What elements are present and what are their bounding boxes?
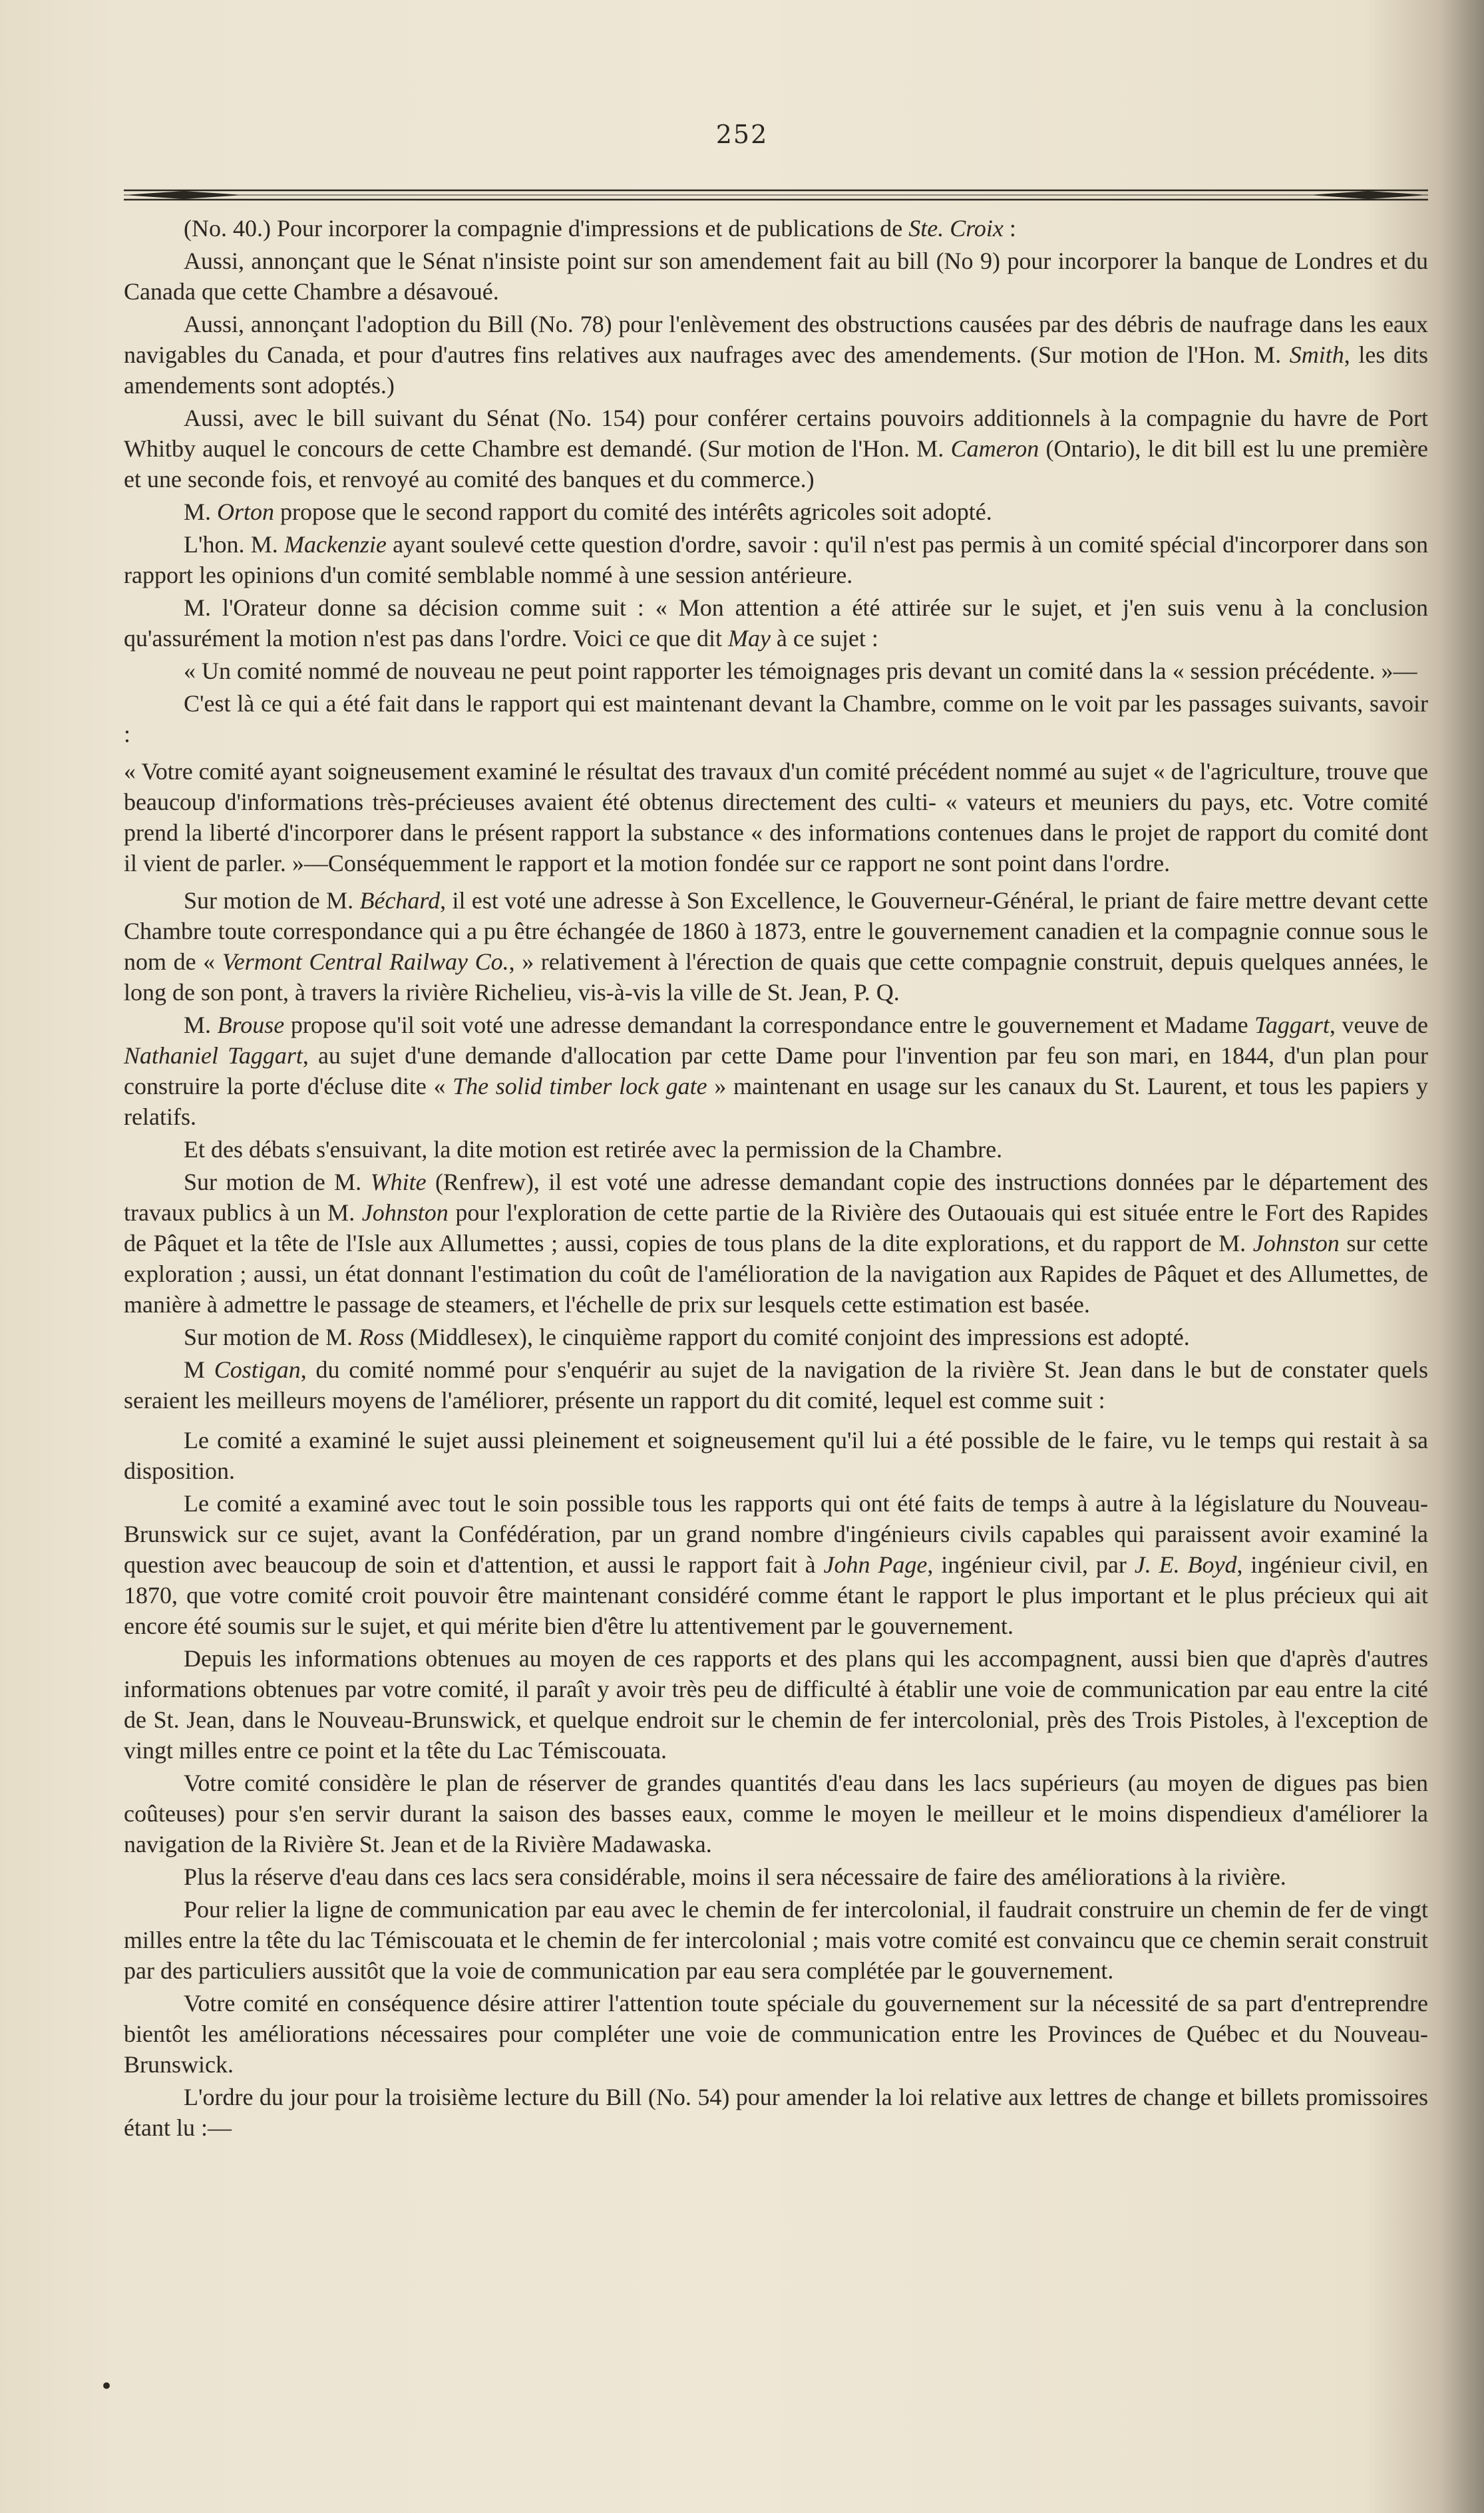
text-run: (Ontario), le dit bill est lu une première et une seconde fois, et renvoyé au comité des banques et du commerce.)	[124, 435, 1428, 492]
text-run: , du comité nommé pour s'enquérir au sujet de la navigation de la rivière St. Jean dans le but de constater quels seraient les meilleurs moyens de l'améliorer, présente un rapport du dit comité, lequel est comme suit :	[124, 1356, 1428, 1414]
italic-name: Smith	[1289, 341, 1344, 368]
paragraph-p14	[124, 1167, 1428, 1320]
text-run: C'est là ce qui a été fait dans le rapport qui est maintenant devant la Chambre, comme on le voit par les passages suivants, savoir :	[124, 690, 1428, 747]
paragraph-p5	[124, 496, 1428, 527]
text-run: L'ordre du jour pour la troisième lecture du Bill (No. 54) pour amender la loi relative aux lettres de change et billets promissoires étant lu :—	[124, 2084, 1428, 2141]
text-run: , au sujet d'une demande d'allocation par cette Dame pour l'invention par feu son mari, en 1844, d'un plan pour construire la porte d'écluse dite «	[124, 1042, 1428, 1099]
italic-name: White	[370, 1169, 427, 1195]
text-run: M. l'Orateur donne sa décision comme suit : « Mon attention a été attirée sur le sujet, et j'en suis venu à la conclusion qu'assurément la motion n'est pas dans l'ordre. Voici ce que dit	[124, 594, 1428, 652]
paragraph-p4	[124, 403, 1428, 494]
paragraph-p3	[124, 309, 1428, 401]
text-run: Plus la réserve d'eau dans ces lacs sera considérable, moins il sera nécessaire de faire des améliorations à la rivière.	[184, 1863, 1286, 1890]
text-run: Pour relier la ligne de communication par eau avec le chemin de fer intercolonial, il faudrait construire un chemin de fer de vingt milles entre la tête du lac Témiscouata et le chemin de fer intercolonial ; mais votre comité est convaincu que ce chemin serait construit par des particuliers aussitôt que la voie de communication par eau sera complétée par le gouvernement.	[124, 1896, 1428, 1984]
text-run: Et des débats s'ensuivant, la dite motion est retirée avec la permission de la Chambre.	[184, 1136, 1003, 1163]
italic-name: Orton	[217, 498, 275, 525]
text-run: Depuis les informations obtenues au moyen de ces rapports et des plans qui les accompagnent, aussi bien que d'après d'autres informations obtenues par votre comité, il paraît y avoir très peu de difficulté à établir une voie de communication par eau entre la cité de St. Jean, dans le Nouveau-Brunswick, et quelque endroit sur le chemin de fer intercolonial, près des Trois Pistoles, à l'exception de vingt milles entre ce point et la tête du Lac Témiscouata.	[124, 1645, 1428, 1764]
italic-name: Ross	[359, 1324, 405, 1350]
text-run: sur cette exploration ; aussi, un état donnant l'estimation du coût de l'amélioration de la navigation aux Rapides de Pâquet et des Allumettes, de manière à admettre le passage de steamers, et l'échelle de prix sur lesquels cette estimation est basée.	[124, 1230, 1429, 1318]
paragraph-p6	[124, 529, 1428, 590]
text-run: propose que le second rapport du comité des intérêts agricoles soit adopté.	[274, 498, 992, 525]
paragraph-p13	[124, 1134, 1428, 1165]
italic-name: May	[727, 625, 771, 652]
text-run: (Middlesex), le cinquième rapport du comité conjoint des impressions est adopté.	[404, 1324, 1190, 1350]
italic-name: Béchard	[359, 887, 441, 914]
paragraph-p22	[124, 1894, 1428, 1986]
text-run: ayant soulevé cette question d'ordre, savoir : qu'il n'est pas permis à un comité spécial d'incorporer dans son rapport les opinions d'un comité semblable nommé à une session antérieure.	[124, 531, 1428, 588]
text-run: Le comité a examiné avec tout le soin possible tous les rapports qui ont été faits de temps à autre à la législature du Nouveau-Brunswick sur ce sujet, avant la Confédération, par un grand nombre d'ingénieurs civils capables qui paraissent avoir examiné la question avec beaucoup de soin et d'attention, et aussi le rapport fait à	[124, 1490, 1428, 1578]
paragraph-p1	[124, 213, 1428, 244]
text-run: Sur motion de M.	[184, 1169, 371, 1195]
italic-name: Brouse	[217, 1012, 285, 1038]
paragraph-p10	[124, 756, 1428, 878]
text-run: , ingénieur civil, par	[927, 1551, 1135, 1578]
text-run: Sur motion de M.	[184, 1324, 359, 1350]
text-run: Aussi, annonçant que le Sénat n'insiste point sur son amendement fait au bill (No 9) pour incorporer la banque de Londres et du Canada que cette Chambre a désavoué.	[124, 248, 1428, 305]
text-run: « Votre comité ayant soigneusement examiné le résultat des travaux d'un comité précédent nommé au sujet « de l'agriculture, trouve que beaucoup d'informations très-précieuses avaient été obtenus directement des culti- « vateurs et meuniers du pays, etc. Votre comité prend la liberté d'incorporer dans le présent rapport la substance « des informations contenues dans le projet de rapport du comité dont il vient de parler. »—Conséquemment le rapport et la motion fondée sur ce rapport ne sont point dans l'ordre.	[124, 758, 1429, 876]
italic-name: Vermont Central Railway Co.	[222, 948, 509, 975]
text-run: M.	[184, 1012, 218, 1038]
italic-name: Johnston	[361, 1199, 449, 1226]
italic-name: Ste. Croix	[908, 215, 1004, 242]
text-run: , ingénieur civil, en 1870, que votre comité croit pouvoir être maintenant considéré comme étant le rapport le plus important et le plus précieux qui ait encore été soumis sur le sujet, et qui mérite bien d'être lu attentivement par le gouvernement.	[124, 1551, 1428, 1639]
text-run: M	[184, 1356, 214, 1383]
italic-name: Taggart	[1254, 1012, 1330, 1038]
document-body	[124, 213, 1428, 2145]
text-run: » maintenant en usage sur les canaux du St. Laurent, et tous les papiers y relatifs.	[124, 1073, 1428, 1130]
text-run: , il est voté une adresse à Son Excellence, le Gouverneur-Général, le priant de faire mettre devant cette Chambre toute correspondance qui a pu être échangée de 1860 à 1873, entre le gouvernement canadien et la compagnie connue sous le nom de «	[124, 887, 1428, 975]
paragraph-p24	[124, 2082, 1428, 2143]
paragraph-p9	[124, 688, 1428, 749]
paragraph-p15	[124, 1322, 1428, 1352]
italic-name: Cameron	[950, 435, 1039, 462]
paragraph-p19	[124, 1643, 1428, 1766]
paragraph-p17	[124, 1425, 1428, 1486]
text-run: Sur motion de M.	[184, 887, 360, 914]
text-run: , les dits amendements sont adoptés.)	[124, 341, 1428, 399]
text-run: Votre comité en conséquence désire attirer l'attention toute spéciale du gouvernement sur la nécessité de sa part d'entreprendre bientôt les améliorations nécessaires pour compléter une voie de communication entre les Provinces de Québec et du Nouveau-Brunswick.	[124, 1990, 1428, 2078]
paragraph-p23	[124, 1988, 1428, 2080]
text-run: Aussi, annonçant l'adoption du Bill (No. 78) pour l'enlèvement des obstructions causées par des débris de naufrage dans les eaux navigables du Canada, et pour d'autres fins relatives aux naufrages avec des amendements. (Sur motion de l'Hon. M.	[124, 311, 1428, 368]
text-run: Le comité a examiné le sujet aussi pleinement et soigneusement qu'il lui a été possible de le faire, vu le temps qui restait à sa disposition.	[124, 1427, 1428, 1484]
text-run: « Un comité nommé de nouveau ne peut point rapporter les témoignages pris devant un comité dans la « session précédente. »—	[184, 658, 1417, 684]
paragraph-p11	[124, 885, 1428, 1008]
text-run: (Renfrew), il est voté une adresse demandant copie des instructions données par le département des travaux publics à un M.	[124, 1169, 1428, 1226]
paragraph-p8	[124, 656, 1428, 686]
italic-name: The solid timber lock gate	[453, 1073, 707, 1099]
text-run: , » relativement à l'érection de quais que cette compagnie construit, depuis quelques années, le long de son pont, à travers la rivière Richelieu, vis-à-vis la ville de St. Jean, P. Q.	[124, 948, 1429, 1006]
text-run: Aussi, avec le bill suivant du Sénat (No. 154) pour conférer certains pouvoirs additionnels à la compagnie du havre de Port Whitby auquel le concours de cette Chambre est demandé. (Sur motion de l'Hon. M.	[124, 405, 1428, 462]
paragraph-p12	[124, 1010, 1428, 1132]
text-run: , veuve de	[1329, 1012, 1428, 1038]
paragraph-p20	[124, 1768, 1428, 1859]
italic-name: Costigan	[214, 1356, 301, 1383]
paragraph-p18	[124, 1488, 1428, 1641]
text-run: (No. 40.) Pour incorporer la compagnie d'impressions et de publications de	[184, 215, 909, 242]
text-run: à ce sujet :	[770, 625, 878, 652]
text-run: propose qu'il soit voté une adresse demandant la correspondance entre le gouvernement et Madame	[284, 1012, 1255, 1038]
paragraph-p7	[124, 592, 1428, 654]
italic-name: J. E. Boyd	[1134, 1551, 1237, 1578]
text-run: M.	[184, 498, 218, 525]
text-run: Votre comité considère le plan de réserver de grandes quantités d'eau dans les lacs supérieurs (au moyen de digues pas bien coûteuses) pour s'en servir durant la saison des basses eaux, comme le moyen le meilleur et le moins dispendieux d'améliorer la navigation de la Rivière St. Jean et de la Rivière Madawaska.	[124, 1770, 1428, 1857]
text-run: :	[1003, 215, 1016, 242]
italic-name: Nathaniel Taggart	[124, 1042, 303, 1069]
italic-name: Mackenzie	[284, 531, 387, 558]
paragraph-p21	[124, 1861, 1428, 1892]
ornamental-rule	[124, 188, 1428, 202]
paragraph-p16	[124, 1354, 1428, 1416]
text-run: L'hon. M.	[184, 531, 284, 558]
page-number: 252	[715, 120, 769, 149]
text-run: pour l'exploration de cette partie de la Rivière des Outaouais qui est située entre le Fort des Rapides de Pâquet et la tête de l'Isle aux Allumettes ; aussi, copies de tous plans de la dite explorations, et du rapport de M.	[124, 1199, 1428, 1256]
paragraph-p2	[124, 246, 1428, 307]
margin-mark: •	[100, 2373, 114, 2400]
italic-name: John Page	[823, 1551, 928, 1578]
italic-name: Johnston	[1252, 1230, 1340, 1256]
